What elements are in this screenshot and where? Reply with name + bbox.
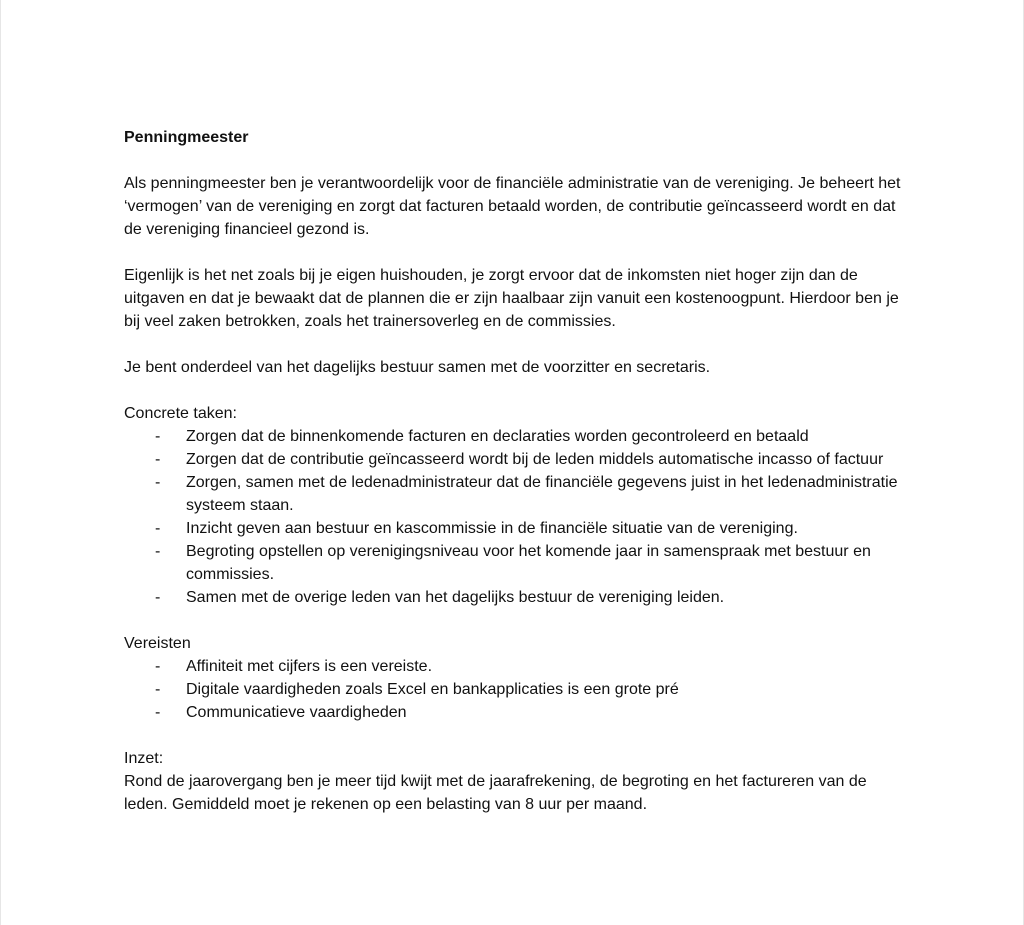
requirement-text: Communicatieve vaardigheden [186, 704, 407, 721]
bullet-dash: - [155, 681, 161, 698]
document-body [124, 126, 914, 816]
bullet-dash: - [155, 658, 161, 675]
intro-paragraph: Als penningmeester ben je verantwoordelijk voor de financiële administratie van de vereniging. Je beheert het ‘vermogen’ van de vereniging en zorgt dat facturen betaald worden, de contributie geïncasseerd wordt en dat de vereniging financieel gezond is. [124, 175, 901, 238]
document-title: Penningmeester [124, 129, 249, 146]
bullet-dash: - [155, 520, 161, 537]
spacer [124, 609, 914, 632]
task-text: Inzicht geven aan bestuur en kascommissie in de financiële situatie van de vereniging. [186, 520, 798, 537]
list-item [124, 517, 914, 540]
effort-heading: Inzet: [124, 750, 164, 767]
task-text: Zorgen dat de contributie geïncasseerd wordt bij de leden middels automatische incasso of factuur [186, 451, 884, 468]
bullet-dash: - [155, 704, 161, 721]
spacer [124, 241, 914, 264]
task-text: Begroting opstellen op verenigingsniveau voor het komende jaar in samenspraak met bestuur en commissies. [186, 543, 871, 583]
list-item [124, 471, 914, 517]
spacer [124, 379, 914, 402]
list-item [124, 655, 914, 678]
requirement-text: Digitale vaardigheden zoals Excel en bankapplicaties is een grote pré [186, 681, 679, 698]
bullet-dash: - [155, 589, 161, 606]
list-item [124, 701, 914, 724]
task-text: Zorgen, samen met de ledenadministrateur dat de financiële gegevens juist in het ledenadministratie systeem staan. [186, 474, 898, 514]
list-item [124, 678, 914, 701]
list-item [124, 425, 914, 448]
bullet-dash: - [155, 451, 161, 468]
requirement-text: Affiniteit met cijfers is een vereiste. [186, 658, 433, 675]
board-paragraph: Je bent onderdeel van het dagelijks bestuur samen met de voorzitter en secretaris. [124, 359, 711, 376]
list-item [124, 448, 914, 471]
bullet-dash: - [155, 428, 161, 445]
spacer [124, 724, 914, 747]
bullet-dash: - [155, 543, 161, 560]
task-text: Samen met de overige leden van het dagelijks bestuur de vereniging leiden. [186, 589, 725, 606]
list-item [124, 586, 914, 609]
spacer [124, 333, 914, 356]
requirements-list [124, 655, 914, 724]
list-item [124, 540, 914, 586]
bullet-dash: - [155, 474, 161, 491]
household-paragraph: Eigenlijk is het net zoals bij je eigen huishouden, je zorgt ervoor dat de inkomsten niet hoger zijn dan de uitgaven en dat je bewaakt dat de plannen die er zijn haalbaar zijn vanuit een kostenoogpunt. Hierdoor ben je bij veel zaken betrokken, zoals het trainersoverleg en de commissies. [124, 267, 899, 330]
task-text: Zorgen dat de binnenkomende facturen en declaraties worden gecontroleerd en betaald [186, 428, 809, 445]
requirements-heading: Vereisten [124, 635, 191, 652]
tasks-heading: Concrete taken: [124, 405, 237, 422]
tasks-list [124, 425, 914, 609]
spacer [124, 149, 914, 172]
effort-paragraph: Rond de jaarovergang ben je meer tijd kwijt met de jaarafrekening, de begroting en het factureren van de leden. Gemiddeld moet je rekenen op een belasting van 8 uur per maand. [124, 773, 867, 813]
